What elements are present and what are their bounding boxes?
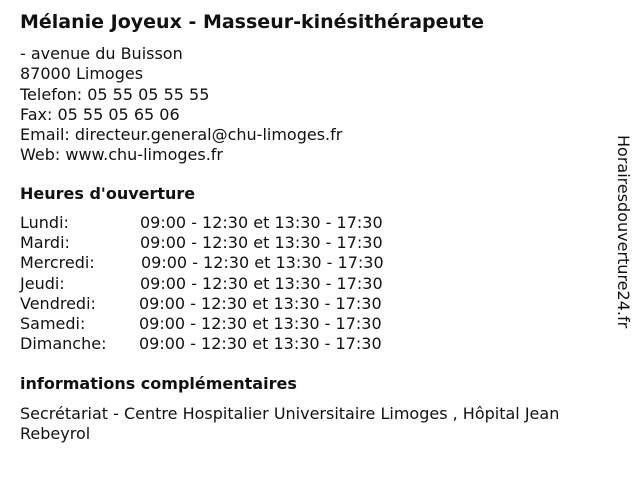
additional-info-title: informations complémentaires: [20, 374, 297, 393]
day-label: Vendredi:: [20, 293, 96, 313]
day-label: Mardi:: [20, 233, 70, 253]
time-range: 09:00 - 12:30 et 13:30 - 17:30: [140, 233, 383, 253]
city-postcode: 87000 Limoges: [20, 64, 144, 84]
fax-number: Fax: 05 55 05 65 06: [20, 104, 180, 124]
time-range: 09:00 - 12:30 et 13:30 - 17:30: [139, 334, 382, 354]
phone-number: Telefon: 05 55 05 55 55: [20, 84, 210, 104]
time-range: 09:00 - 12:30 et 13:30 - 17:30: [140, 273, 383, 293]
opening-hours-title: Heures d'ouverture: [20, 184, 196, 203]
watermark-text: Horairesdouverture24.fr: [614, 135, 633, 329]
day-label: Jeudi:: [20, 273, 65, 293]
day-label: Samedi:: [20, 313, 86, 333]
street-address: - avenue du Buisson: [20, 44, 183, 63]
time-range: 09:00 - 12:30 et 13:30 - 17:30: [139, 293, 382, 313]
time-range: 09:00 - 12:30 et 13:30 - 17:30: [139, 313, 382, 333]
day-label: Lundi:: [20, 213, 69, 232]
contact-details: [20, 44, 620, 166]
time-range: 09:00 - 12:30 et 13:30 - 17:30: [140, 213, 383, 232]
email-address: Email: directeur.general@chu-limoges.fr: [20, 125, 343, 145]
day-label: Mercredi:: [20, 253, 95, 273]
contact-card: [20, 10, 620, 166]
website: Web: www.chu-limoges.fr: [20, 145, 223, 165]
additional-info-text: Secrétariat - Centre Hospitalier Universitaire Limoges , Hôpital Jean Rebeyrol: [20, 404, 560, 443]
page-title: Mélanie Joyeux - Masseur-kinésithérapeute: [20, 11, 485, 33]
time-range: 09:00 - 12:30 et 13:30 - 17:30: [141, 253, 384, 273]
day-label: Dimanche:: [20, 334, 107, 354]
